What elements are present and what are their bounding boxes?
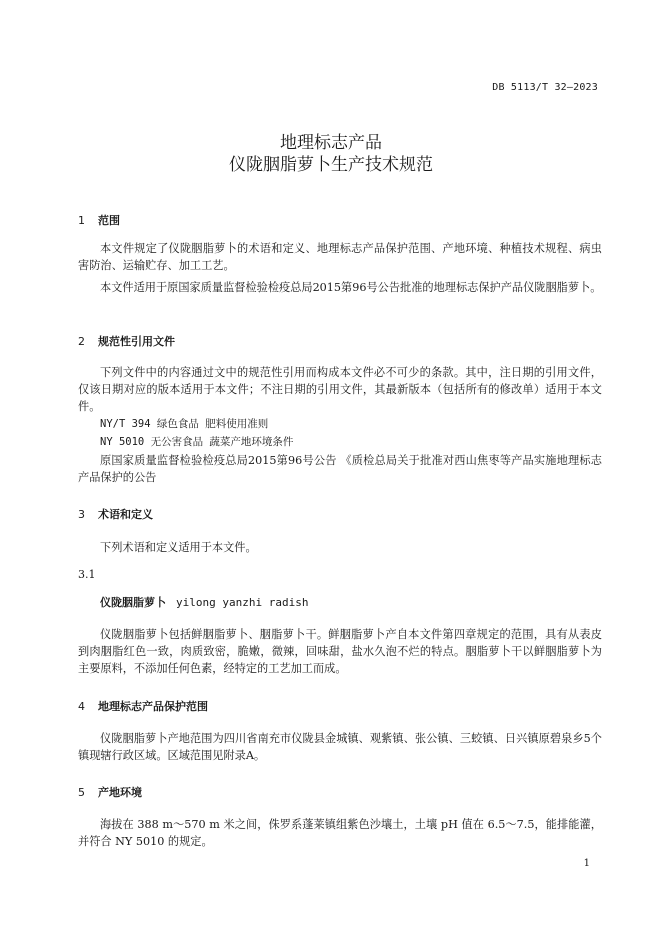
term-chinese: 仪陇胭脂萝卜 <box>100 596 166 609</box>
section-4-paragraph-1: 仪陇胭脂萝卜产地范围为四川省南充市仪陇县金城镇、观紫镇、张公镇、三蛟镇、日兴镇原碧泉乡5个镇现辖行政区域。区域范围见附录A。 <box>78 732 602 762</box>
section-number: 5 <box>78 786 85 799</box>
reference-ny-t-394: NY/T 394 绿色食品 肥料使用准则 <box>100 418 269 430</box>
page-number: 1 <box>583 858 590 869</box>
section-title: 地理标志产品保护范围 <box>98 700 208 713</box>
section-1-paragraph-2: 本文件适用于原国家质量监督检验检疫总局2015第96号公告批准的地理标志保护产品仪陇胭脂萝卜。 <box>100 281 602 294</box>
subsection-number: 3.1 <box>78 568 96 581</box>
section-number: 1 <box>78 214 85 227</box>
section-title: 术语和定义 <box>98 508 153 521</box>
section-3-paragraph-1: 下列术语和定义适用于本文件。 <box>100 541 257 554</box>
section-1-heading <box>78 212 120 228</box>
term-entry <box>100 594 308 610</box>
section-title: 规范性引用文件 <box>98 335 175 348</box>
section-2-heading <box>78 333 175 349</box>
section-title: 产地环境 <box>98 786 142 799</box>
section-4-heading <box>78 698 208 714</box>
section-2-paragraph-1: 下列文件中的内容通过文中的规范性引用而构成本文件必不可少的条款。其中，注日期的引用文件，仅该日期对应的版本适用于本文件；不注日期的引用文件，其最新版本（包括所有的修改单）适用于本文件。 <box>78 366 602 413</box>
section-3-heading <box>78 506 153 522</box>
section-number: 4 <box>78 700 85 713</box>
reference-announcement-2015-96: 原国家质量监督检验检疫总局2015第96号公告 《质检总局关于批准对西山焦枣等产品实施地理标志产品保护的公告 <box>78 454 602 484</box>
section-5-paragraph-1: 海拔在 388 m～570 m 米之间，侏罗系蓬莱镇组紫色沙壤土，土壤 pH 值在 6.5～7.5，能排能灌，并符合 NY 5010 的规定。 <box>78 818 602 848</box>
document-title-line1: 地理标志产品 <box>280 133 382 153</box>
section-number: 2 <box>78 335 85 348</box>
reference-ny-5010: NY 5010 无公害食品 蔬菜产地环境条件 <box>100 436 294 448</box>
section-title: 范围 <box>98 214 120 227</box>
section-1-paragraph-1: 本文件规定了仪陇胭脂萝卜的术语和定义、地理标志产品保护范围、产地环境、种植技术规程、病虫害防治、运输贮存、加工工艺。 <box>78 242 602 272</box>
section-5-heading <box>78 784 142 800</box>
standard-code: DB 5113/T 32—2023 <box>492 82 598 93</box>
document-title-line2: 仪陇胭脂萝卜生产技术规范 <box>229 155 433 175</box>
section-number: 3 <box>78 508 85 521</box>
term-definition: 仪陇胭脂萝卜包括鲜胭脂萝卜、胭脂萝卜干。鲜胭脂萝卜产自本文件第四章规定的范围，具有从表皮到肉胭脂红色一致，肉质致密，脆嫩，微辣，回味甜，盐水久泡不烂的特点。胭脂萝卜干以鲜胭脂萝卜为主要原料，不添加任何色素，经特定的工艺加工而成。 <box>78 628 602 675</box>
term-english: yilong yanzhi radish <box>176 596 309 609</box>
